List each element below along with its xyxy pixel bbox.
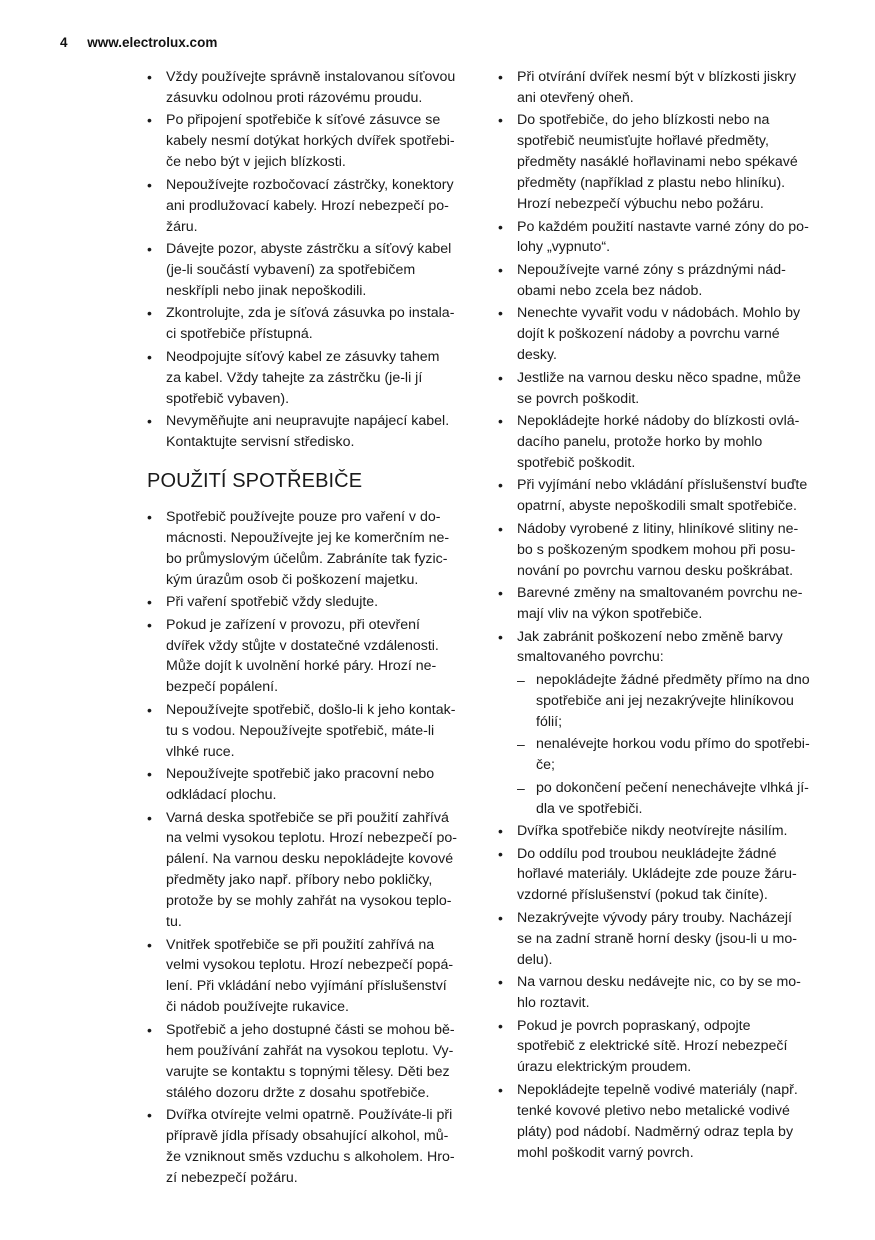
bullet-marker: • — [147, 241, 152, 258]
text-line: dojít k poškození nádoby a povrchu varné — [517, 326, 780, 343]
text-line: desky. — [517, 347, 557, 364]
bullet-marker: • — [147, 69, 152, 85]
list-item — [147, 1105, 469, 1189]
list-item — [147, 303, 469, 345]
bullet-marker: • — [498, 305, 503, 322]
list-item — [498, 844, 828, 907]
text-line: Jestliže na varnou desku něco spadne, může — [517, 369, 801, 386]
text-line: předměty nasáklé hořlavinami nebo spékavé — [517, 154, 798, 171]
dash-item — [498, 670, 828, 733]
bullet-marker: • — [147, 1107, 152, 1123]
bullet-marker: • — [147, 413, 152, 430]
list-item — [498, 627, 828, 669]
text-line: spotřebič neumisťujte hořlavé předměty, — [517, 133, 769, 150]
list-item — [147, 239, 469, 302]
bullet-list — [147, 67, 469, 453]
text-line: Vždy používejte správně instalovanou síťovou — [166, 69, 456, 85]
list-item — [498, 583, 828, 625]
text-line: tu s vodou. Nepoužívejte spotřebič, máte-li — [166, 722, 435, 739]
text-line: Nepoužívejte spotřebič jako pracovní nebo — [166, 766, 435, 783]
list-item — [147, 1020, 469, 1104]
bullet-marker: • — [147, 1021, 152, 1038]
text-line: tu. — [166, 914, 182, 931]
text-line: tenké kovové pletivo nebo metalické vodivé — [517, 1102, 790, 1119]
bullet-marker: • — [147, 766, 152, 783]
bullet-marker: • — [498, 112, 503, 129]
text-line: se na zadní straně horní desky (jsou-li u mo- — [517, 930, 797, 947]
text-line: Nepoužívejte rozbočovací zástrčky, konektory — [166, 176, 454, 193]
text-line: fólií; — [536, 713, 563, 730]
text-line: předměty jako např. příbory nebo pokličky, — [166, 872, 433, 889]
text-line: Kontaktujte servisní středisko. — [166, 433, 355, 450]
list-item — [498, 411, 828, 474]
bullet-marker: • — [498, 69, 503, 85]
list-item — [147, 592, 469, 613]
text-line: kým úrazům osob či poškození majetku. — [166, 571, 419, 588]
text-line: stálého dozoru držte z dosahu spotřebiče. — [166, 1084, 430, 1101]
bullet-marker: • — [147, 594, 152, 611]
text-line: vlhké ruce. — [166, 743, 235, 760]
page-header — [60, 35, 217, 50]
text-line: bo průmyslovým účelům. Zabráníte tak fyzic- — [166, 550, 448, 567]
text-line: dla ve spotřebiči. — [536, 800, 643, 817]
page-number: 4 — [60, 35, 68, 50]
bullet-marker: • — [147, 936, 152, 953]
text-line: Může dojít k uvolnění horké páry. Hrozí ne- — [166, 658, 437, 675]
text-line: smaltovaného povrchu: — [517, 649, 664, 666]
text-line: ci spotřebiče přístupná. — [166, 326, 313, 343]
text-line: Hrozí nebezpečí výbuchu nebo požáru. — [517, 196, 764, 213]
text-line: hem používání zahřát na vysokou teplotu. Vy- — [166, 1042, 454, 1059]
bullet-marker: • — [498, 845, 503, 862]
text-line: Barevné změny na smaltovaném povrchu ne- — [517, 585, 803, 602]
list-item — [498, 1080, 828, 1164]
text-line: že vzniknout směs vzduchu s alkoholem. Hro- — [166, 1148, 455, 1165]
text-line: velmi vysokou teplotu. Hrozí nebezpečí popá- — [166, 957, 454, 974]
text-line: spotřebič vybaven). — [166, 390, 290, 407]
list-item — [147, 67, 469, 109]
text-line: Pokud je povrch popraskaný, odpojte — [517, 1017, 751, 1034]
text-line: če; — [536, 757, 555, 774]
text-line: Vnitřek spotřebiče se při použití zahřívá na — [166, 936, 435, 953]
list-item — [147, 764, 469, 806]
text-line: mácnosti. Nepoužívejte jej ke komerčním ne- — [166, 529, 450, 546]
text-line: Pokud je zařízení v provozu, při otevření — [166, 616, 420, 633]
text-line: předměty (například z plastu nebo hliníku). — [517, 175, 786, 192]
left-column — [147, 67, 469, 1190]
text-line: hlo roztavit. — [517, 995, 590, 1012]
list-item — [147, 615, 469, 699]
dash-item — [498, 734, 828, 776]
list-item — [498, 110, 828, 215]
text-line: žáru. — [166, 218, 198, 235]
text-line: hořlavé materiály. Ukládejte zde pouze žáru- — [517, 866, 797, 883]
section-heading: POUŽITÍ SPOTŘEBIČE — [147, 469, 363, 492]
bullet-marker: • — [498, 413, 503, 430]
dash-marker: – — [517, 671, 525, 688]
bullet-list — [498, 67, 828, 668]
text-line: dvířek vždy stůjte v dostatečné vzdálenosti. — [166, 637, 439, 654]
bullet-marker: • — [147, 809, 152, 826]
bullet-marker: • — [498, 477, 503, 494]
text-line: Dvířka spotřebiče nikdy neotvírejte násilím. — [517, 823, 788, 840]
text-line: pláty) pod nádobí. Nadměrný odraz tepla by — [517, 1123, 794, 1140]
list-item — [498, 908, 828, 971]
text-line: Při vyjímání nebo vkládání příslušenství buďte — [517, 477, 808, 494]
text-line: přípravě jídla přísady obsahující alkohol, mů- — [166, 1127, 449, 1144]
text-line: na velmi vysokou teplotu. Hrozí nebezpečí po- — [166, 830, 457, 847]
text-line: Nenechte vyvařit vodu v nádobách. Mohlo by — [517, 305, 801, 322]
text-line: Nezakrývejte vývody páry trouby. Nacházejí — [517, 909, 792, 926]
list-item — [147, 700, 469, 763]
list-item — [498, 368, 828, 410]
bullet-marker: • — [498, 909, 503, 926]
bullet-list — [498, 821, 828, 1163]
text-line: Při vaření spotřebič vždy sledujte. — [166, 594, 379, 611]
bullet-marker: • — [498, 628, 503, 645]
text-line: delu). — [517, 951, 553, 968]
list-item — [498, 260, 828, 302]
text-line: Při otvírání dvířek nesmí být v blízkosti jiskry — [517, 69, 797, 85]
text-line: Spotřebič používejte pouze pro vaření v do- — [166, 508, 441, 525]
text-line: Varná deska spotřebiče se při použití zahřívá — [166, 809, 449, 826]
bullet-marker: • — [147, 305, 152, 322]
text-line: Nádoby vyrobené z litiny, hliníkové slitiny ne- — [517, 520, 799, 537]
list-item — [498, 217, 828, 259]
text-line: ani prodlužovací kabely. Hrozí nebezpečí po- — [166, 197, 449, 214]
bullet-marker: • — [147, 701, 152, 718]
text-line: odkládací plochu. — [166, 787, 277, 804]
list-item — [147, 808, 469, 933]
bullet-marker: • — [498, 585, 503, 602]
right-column — [498, 67, 828, 1165]
bullet-marker: • — [147, 348, 152, 365]
bullet-marker: • — [498, 261, 503, 278]
text-line: Po připojení spotřebiče k síťové zásuvce se — [166, 112, 441, 129]
text-line: Jak zabránit poškození nebo změně barvy — [517, 628, 783, 645]
list-item — [147, 110, 469, 173]
bullet-list — [147, 507, 469, 1189]
text-line: pálení. Na varnou desku nepokládejte kovové — [166, 851, 454, 868]
text-line: Nepokládejte tepelně vodivé materiály (např. — [517, 1081, 798, 1098]
text-line: Po každém použití nastavte varné zóny do po- — [517, 218, 809, 235]
list-item — [147, 347, 469, 410]
bullet-marker: • — [498, 974, 503, 991]
text-line: neskřípli nebo jinak nepoškodili. — [166, 282, 367, 299]
bullet-marker: • — [498, 823, 503, 840]
text-line: (je-li součástí vybavení) za spotřebičem — [166, 261, 416, 278]
list-item — [147, 507, 469, 591]
list-item — [498, 1016, 828, 1079]
text-line: lohy „vypnuto“. — [517, 239, 611, 256]
text-line: se povrch poškodit. — [517, 390, 640, 407]
text-line: nenalévejte horkou vodu přímo do spotřebi- — [536, 736, 810, 753]
text-line: ani otevřený oheň. — [517, 89, 634, 106]
list-item — [147, 935, 469, 1019]
text-line: úrazu elektrickým proudem. — [517, 1059, 692, 1076]
text-line: Dvířka otvírejte velmi opatrně. Používáte-li při — [166, 1107, 453, 1123]
text-line: Neodpojujte síťový kabel ze zásuvky tahem — [166, 348, 440, 365]
text-line: po dokončení pečení nenechávejte vlhká jí- — [536, 779, 809, 796]
list-item — [498, 519, 828, 582]
bullet-marker: • — [498, 1081, 503, 1098]
text-line: Spotřebič a jeho dostupné části se mohou bě- — [166, 1021, 455, 1038]
bullet-marker: • — [147, 176, 152, 193]
text-line: Do spotřebiče, do jeho blízkosti nebo na — [517, 112, 770, 129]
list-item — [498, 475, 828, 517]
text-line: Nepokládejte horké nádoby do blízkosti ovlá- — [517, 413, 800, 430]
text-line: zásuvku odolnou proti rázovému proudu. — [166, 89, 423, 106]
text-line: Nevyměňujte ani neupravujte napájecí kabel. — [166, 413, 450, 430]
text-line: dacího panelu, protože horko by mohlo — [517, 433, 763, 450]
site-url: www.electrolux.com — [87, 35, 218, 50]
text-line: kabely nesmí dotýkat horkých dvířek spotřebi- — [166, 133, 455, 150]
dash-list — [498, 670, 828, 820]
list-item — [147, 175, 469, 238]
text-line: za kabel. Vždy tahejte za zástrčku (je-li jí — [166, 369, 423, 386]
dash-marker: – — [517, 779, 525, 796]
bullet-marker: • — [498, 369, 503, 386]
text-line: zí nebezpečí požáru. — [166, 1169, 298, 1186]
text-line: Zkontrolujte, zda je síťová zásuvka po instala- — [166, 305, 455, 322]
bullet-marker: • — [147, 112, 152, 129]
text-line: spotřebič z elektrické sítě. Hrozí nebezpečí — [517, 1038, 788, 1055]
dash-marker: – — [517, 736, 525, 753]
list-item — [498, 972, 828, 1014]
text-line: Nepoužívejte varné zóny s prázdnými nád- — [517, 261, 786, 278]
text-line: bezpečí popálení. — [166, 679, 279, 696]
text-line: či nádob používejte rukavice. — [166, 999, 349, 1016]
bullet-marker: • — [147, 508, 152, 525]
text-line: spotřebiče ani jej nezakrývejte hliníkovou — [536, 692, 794, 709]
text-line: mají vliv na výkon spotřebiče. — [517, 606, 703, 622]
text-line: lení. Při vkládání nebo vyjímání příslušenství — [166, 978, 447, 995]
text-line: vzdorné příslušenství (pokud tak činíte). — [517, 887, 768, 904]
text-line: protože by se mohly zahřát na vysokou teplo- — [166, 893, 452, 910]
list-item — [498, 821, 828, 842]
text-line: nování po povrchu varnou desku poškrábat. — [517, 562, 794, 579]
text-line: Nepoužívejte spotřebič, došlo-li k jeho kontak- — [166, 701, 456, 718]
text-line: nepokládejte žádné předměty přímo na dno — [536, 671, 810, 688]
text-line: Dávejte pozor, abyste zástrčku a síťový kabel — [166, 241, 452, 258]
text-line: opatrní, abyste nepoškodili smalt spotřebiče. — [517, 498, 797, 515]
text-line: če nebo být v jejich blízkosti. — [166, 154, 346, 171]
list-item — [498, 67, 828, 109]
text-line: mohl poškodit varný povrch. — [517, 1144, 694, 1161]
list-item — [498, 303, 828, 366]
bullet-marker: • — [498, 520, 503, 537]
bullet-marker: • — [498, 218, 503, 235]
text-line: Do oddílu pod troubou neukládejte žádné — [517, 845, 777, 862]
text-line: obami nebo zcela bez nádob. — [517, 282, 703, 299]
bullet-marker: • — [147, 616, 152, 633]
text-line: varujte se kontaktu s topnými tělesy. Děti bez — [166, 1063, 450, 1080]
bullet-marker: • — [498, 1017, 503, 1034]
dash-item — [498, 778, 828, 820]
text-line: Na varnou desku nedávejte nic, co by se mo- — [517, 974, 801, 991]
text-line: spotřebič poškodit. — [517, 454, 636, 471]
text-line: bo s poškozeným spodkem mohou při posu- — [517, 541, 796, 558]
list-item — [147, 411, 469, 453]
